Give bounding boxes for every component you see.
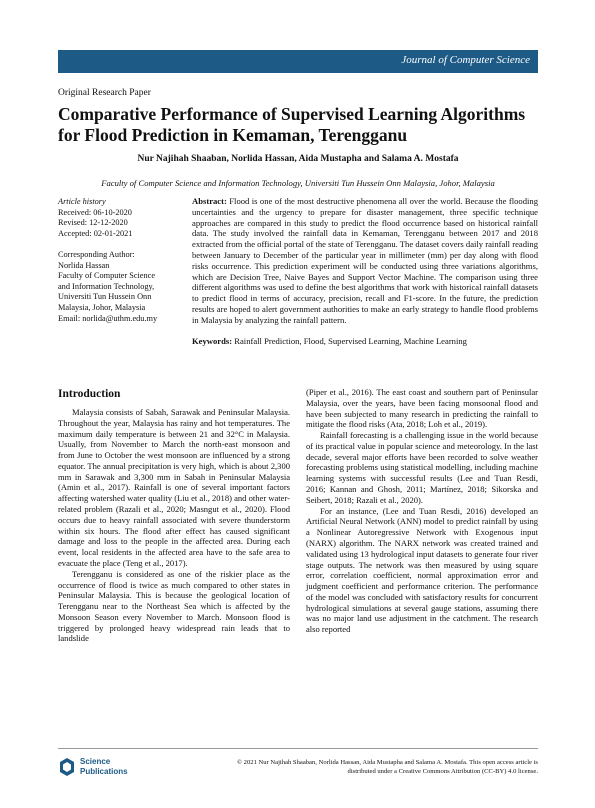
article-sidebar (58, 197, 180, 324)
footer-divider (58, 748, 538, 749)
history-received: Received: 06-10-2020 (58, 207, 132, 217)
journal-header-bar (58, 50, 538, 73)
paper-title: Comparative Performance of Supervised Learning Algorithms for Flood Prediction in Kemaman, Terengganu (58, 104, 526, 145)
corresponding-affil-1: Faculty of Computer Science (58, 271, 156, 281)
history-revised: Revised: 12-12-2020 (58, 218, 128, 228)
body-column-right (306, 387, 538, 635)
paragraph: Terengganu is considered as one of the riskier place as the occurrence of flood is twice as much compared to other states in Peninsular Malaysia. This is because the geological location of Terengganu near to the Northeast Sea which is affected by the Monsoon Season every November to March. Monsoon flood is triggered by prolonged heavy widespread rain leads that to landslide (58, 568, 290, 644)
history-accepted: Accepted: 02-01-2021 (58, 228, 133, 238)
keywords-text: Rainfall Prediction, Flood, Supervised Learning, Machine Learning (234, 335, 467, 346)
abstract-block (192, 196, 538, 380)
copyright-line-1: © 2021 Nur Najihah Shaaban, Norlida Hassan, Aida Mustapha and Salama A. Mostafa. This open access article is (237, 759, 538, 766)
corresponding-name: Norlida Hassan (58, 260, 110, 270)
corresponding-affil-2: and Information Technology, (58, 281, 155, 291)
corresponding-affil-4: Malaysia, Johor, Malaysia (58, 302, 146, 312)
copyright-notice (198, 758, 538, 776)
keywords-label: Keywords: (192, 335, 233, 346)
publisher-logo-text (80, 757, 128, 777)
corresponding-email[interactable]: Email: norlida@uthm.edu.my (58, 313, 158, 323)
publisher-logo (58, 755, 138, 781)
copyright-line-2: distributed under a Creative Commons Attribution (CC-BY) 4.0 license. (347, 768, 538, 775)
section-heading-introduction: Introduction (58, 388, 121, 400)
abstract-text: Flood is one of the most destructive phenomena all over the world. Because the flooding uncertainties and the urgency to prepare for disaster management, three specific technique approaches are compared in this study to predict the flood occurrence based on historical rainfall data. The study involved the rainfall data in Kemaman, Terengganu between 2017 and 2018 extracted from the official portal of the state of Terengganu. The dataset covers daily rainfall reading between January to December of the particular year in millimeter (mm) per day along with flood risks occurrence. This prediction experiment will be conducted using three variations algorithms, which are Decision Tree, Naive Bayes and Support Vector Machine. The comparison using three different algorithms was used to define the best algorithms that work with historical rainfall datasets to predict flood in terms of accuracy, precision, recall and F1-score. In the future, the prediction results are hoped to alert government authorities to make an early strategy to handle flood problems in Malaysia by analyzing the rainfall pattern. (192, 196, 538, 325)
abstract (192, 196, 538, 326)
paragraph: For an instance, (Lee and Tuan Resdi, 2016) developed an Artificial Neural Network (ANN) model to predict rainfall by using a Nonlinear Autoregressive Network with Exogenous input (NARX) algorithm. The NARX network was created trained and validated using 13 hydrological input datasets to generate four river stage outputs. The network was then measured by using square error, correlation coefficient, normal approximation error and judgment coefficient and performance criterion. The performance of the model was concluded with satisfactory results for concurrent hydrological simulations at several gauge stations, assuming there was no major land use adjustment in the catchment. The research also reported (306, 505, 538, 635)
paper-type: Original Research Paper (58, 88, 151, 98)
authors: Nur Najihah Shaaban, Norlida Hassan, Aida Mustapha and Salama A. Mostafa (137, 154, 459, 164)
affiliation: Faculty of Computer Science and Information Technology, Universiti Tun Hussein Onn Malaysia, Johor, Malaysia (101, 178, 495, 188)
paragraph: Malaysia consists of Sabah, Sarawak and Peninsular Malaysia. Throughout the year, Malaysia has rainy and hot temperatures. The maximum daily temperature is between 21 and 32°C in Malaysia. Usually, from November to March the north-east monsoon and from June to October the west monsoon are influenced by a strong equator. The annual precipitation is very high, which is about 2,300 mm in Sarawak and 3,300 mm in Sabah in Peninsular Malaysia (Amin et al., 2017). Rainfall is one of several important factors affecting watershed water quality (Liu et al., 2018) and other water-related problem (Razali et al., 2020; Masngut et al., 2020). Flood occurs due to heavy rainfall associated with severe thunderstorm within six hours. The flood after effect has caused significant damage and loss to the people in the affected area. During each event, local residents in the affected area have to the safe area to evacuate the place (Teng et al., 2017). (58, 407, 290, 568)
keywords (192, 336, 538, 347)
abstract-label: Abstract: (192, 196, 227, 206)
logo-line-1: Science (80, 757, 111, 766)
publisher-logo-icon (58, 757, 76, 777)
body-column-left (58, 407, 290, 644)
history-title: Article history (58, 197, 106, 206)
paragraph: Rainfall forecasting is a challenging issue in the world because of its practical value in popular science and meteorology. In the last decade, several major efforts have been recorded to solve weather forecasting problems using statistical modelling, including machine learning systems with successful results (Lee and Tuan Resdi, 2016; Kannan and Ghosh, 2011; Martínez, 2018; Sikorska and Seibert, 2018; Razali et al., 2020). (306, 430, 538, 505)
journal-name: Journal of Computer Science (401, 54, 530, 66)
paragraph: (Piper et al., 2016). The east coast and southern part of Peninsular Malaysia, over the years, have been facing monsoonal flood and have been subjected to many research in predicting the rainfall to mitigate the flood risks (Ata, 2018; Loh et al., 2019). (306, 387, 538, 430)
corresponding-label: Corresponding Author: (58, 249, 135, 259)
logo-line-2: Publications (80, 767, 128, 776)
corresponding-affil-3: Universiti Tun Hussein Onn (58, 292, 152, 302)
